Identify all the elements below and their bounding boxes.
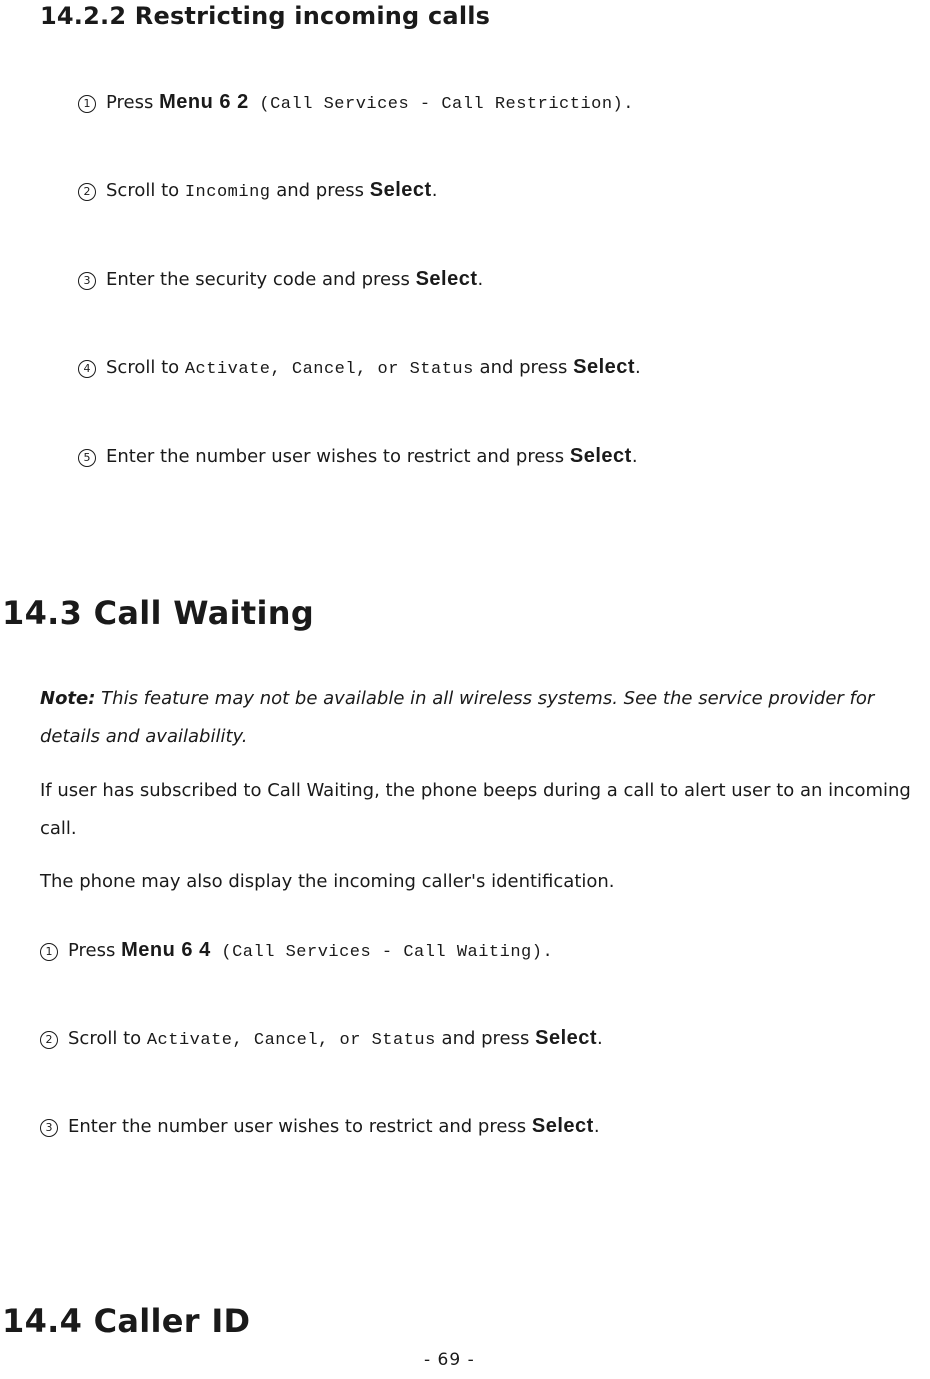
- menu-option: Incoming: [184, 183, 271, 202]
- step-text: Enter the number user wishes to restrict and press: [106, 446, 570, 467]
- note-text: This feature may not be available in all wireless systems. See the service provider for details and availability.: [40, 688, 875, 747]
- step-2: [40, 1026, 603, 1053]
- step-text: and press: [270, 180, 370, 201]
- step-text: and press: [473, 357, 574, 378]
- key-sequence: Menu 6 4: [121, 939, 211, 961]
- menu-path: (Call Services - Call Restriction).: [248, 95, 634, 114]
- step-3: [78, 267, 483, 292]
- paragraph-call-waiting: If user has subscribed to Call Waiting, the phone beeps during a call to alert user to an incoming call.: [40, 780, 911, 839]
- section-heading-14-2-2: 14.2.2 Restricting incoming calls: [40, 2, 491, 30]
- menu-path: (Call Services - Call Waiting).: [210, 943, 554, 962]
- step-number-badge: 3: [78, 272, 96, 290]
- step-text: Press: [68, 940, 122, 961]
- period: .: [631, 446, 638, 467]
- step-text: Enter the number user wishes to restrict and press: [68, 1116, 532, 1137]
- step-number-badge: 1: [40, 943, 58, 961]
- step-number-badge: 4: [78, 360, 96, 378]
- step-2: [78, 178, 437, 205]
- select-key: Select: [531, 1115, 594, 1137]
- step-1: [40, 938, 553, 965]
- note: [40, 680, 920, 756]
- select-key: Select: [535, 1027, 598, 1049]
- step-4: [78, 355, 641, 382]
- section-heading-14-3: 14.3 Call Waiting: [2, 594, 315, 632]
- select-key: Select: [415, 268, 478, 290]
- step-3: [40, 1114, 600, 1139]
- paragraph-caller-identification: The phone may also display the incoming caller's identification.: [40, 871, 615, 892]
- step-number-badge: 1: [78, 95, 96, 113]
- step-number-badge: 3: [40, 1119, 58, 1137]
- period: .: [593, 1116, 600, 1137]
- period: .: [635, 357, 641, 378]
- note-label: Note:: [40, 688, 96, 709]
- period: .: [477, 269, 484, 290]
- step-number-badge: 5: [78, 449, 96, 467]
- step-text: Scroll to: [106, 357, 185, 378]
- step-5: [78, 444, 638, 469]
- section-heading-14-4: 14.4 Caller ID: [2, 1302, 251, 1340]
- menu-options: Activate, Cancel, or Status: [146, 1031, 436, 1050]
- step-1: [78, 90, 634, 117]
- step-text: Enter the security code and press: [106, 269, 416, 290]
- period: .: [597, 1028, 603, 1049]
- page-number: - 69 -: [424, 1350, 475, 1370]
- step-number-badge: 2: [78, 183, 96, 201]
- step-text: Press: [106, 92, 160, 113]
- select-key: Select: [573, 356, 636, 378]
- select-key: Select: [369, 179, 432, 201]
- period: .: [431, 180, 438, 201]
- menu-options: Activate, Cancel, or Status: [184, 360, 474, 379]
- step-text: Scroll to: [68, 1028, 147, 1049]
- step-text: and press: [435, 1028, 536, 1049]
- key-sequence: Menu 6 2: [159, 91, 249, 113]
- step-number-badge: 2: [40, 1031, 58, 1049]
- select-key: Select: [569, 445, 632, 467]
- step-text: Scroll to: [106, 180, 185, 201]
